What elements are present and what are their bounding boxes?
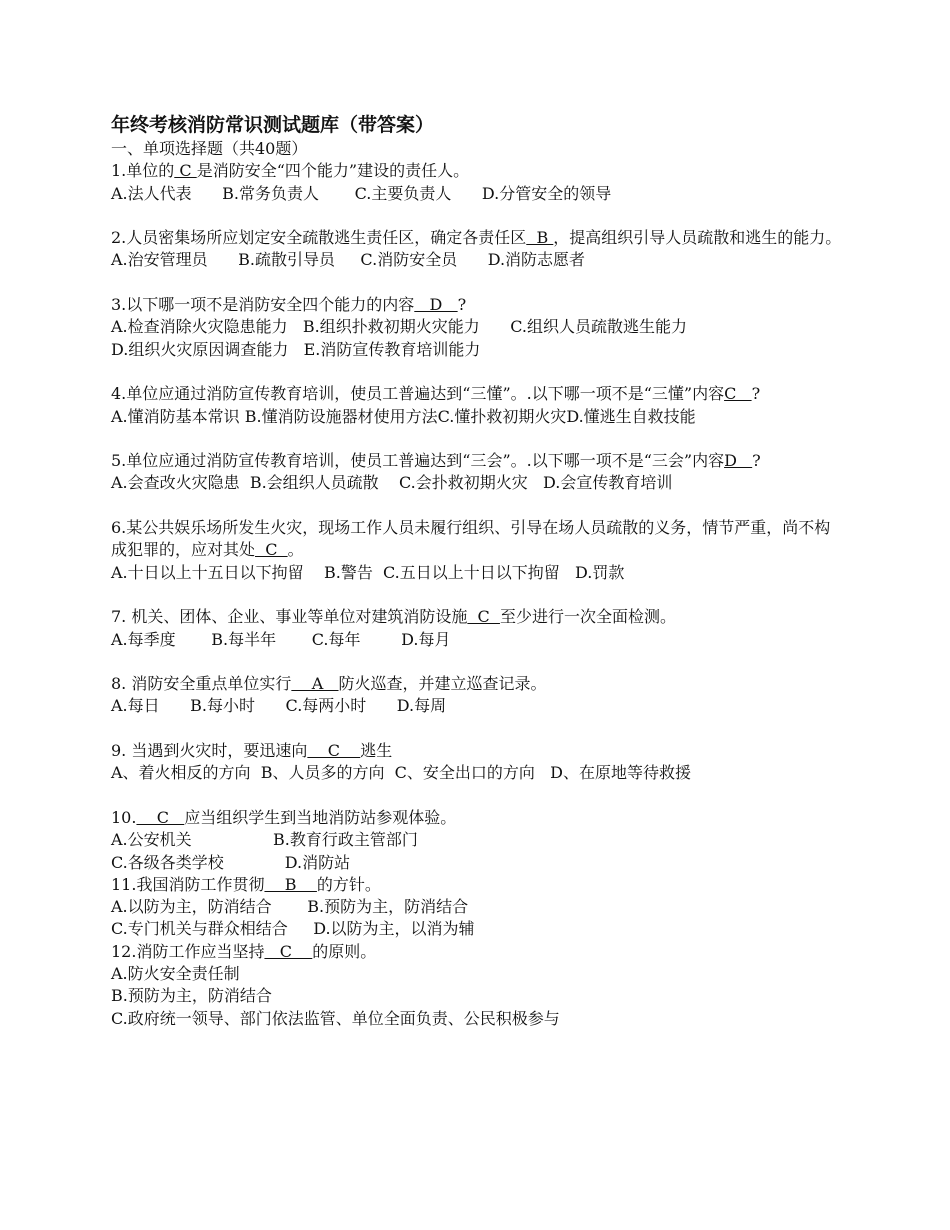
answer-blank: C [174,161,197,181]
question-stem [111,294,846,316]
answer-blank: C [307,741,361,761]
answer-blank: B [526,228,554,248]
answer-blank: D [724,451,753,471]
question-stem [111,227,846,249]
question-text-end: ? [752,451,761,471]
answer-options: B.预防为主，防消结合 [111,986,272,1006]
answer-options: A.防火安全责任制 [111,963,240,983]
question-text: 3.以下哪一项不是消防安全四个能力的内容 [111,295,415,315]
answer-options: C.政府统一领导、部门依法监管、单位全面负责、公民积极参与 [111,1008,560,1028]
question-text-end: 应当组织学生到当地消防站参观体验。 [184,807,457,827]
question-stem [111,941,846,963]
answer-blank: C [264,941,313,961]
answer-options: A.公安机关 B.教育行政主管部门 [111,830,418,850]
question-text-end: 逃生 [360,741,393,761]
answer-options: A.法人代表 B.常务负责人 C.主要负责人 D.分管安全的领导 [111,183,612,203]
answer-options: C.各级各类学校 D.消防站 [111,852,351,872]
answer-options: A、着火相反的方向 B、人员多的方向 C、安全出口的方向 D、在原地等待救援 [111,763,691,783]
answer-options: A.检查消除火灾隐患能力 B.组织扑救初期火灾能力 C.组织人员疏散逃生能力 [111,317,688,337]
question-stem [111,383,846,405]
question-text: 7. 机关、团体、企业、事业等单位对建筑消防设施 [111,607,468,627]
answer-options: A.每季度 B.每半年 C.每年 D.每月 [111,629,451,649]
question-text: 12.消防工作应当坚持 [111,941,265,961]
question-stem [111,517,846,562]
question-text: 9. 当遇到火灾时，要迅速向 [111,741,308,761]
question-text: 4.单位应通过消防宣传教育培训，使员工普遍达到“三懂”。.以下哪一项不是“三懂”内容 [111,384,725,404]
document-page [111,112,846,1030]
section-heading: 一、单项选择题（共40题） [111,139,308,158]
question-text-end: 是消防安全“四个能力”建设的责任人。 [196,161,470,181]
question-text-end: 。 [287,540,304,560]
question-stem [111,450,846,472]
question-text-end: ? [457,295,467,315]
answer-blank: D [414,295,458,315]
question-stem [111,807,846,829]
question-text: 10. [111,807,137,827]
question-stem [111,673,846,695]
answer-options: A.治安管理员 B.疏散引导员 C.消防安全员 D.消防志愿者 [111,250,586,270]
question-text-end: 防火巡查，并建立巡查记录。 [338,674,547,694]
question-text-end: 至少进行一次全面检测。 [499,607,676,627]
question-stem [111,740,846,762]
document-title: 年终考核消防常识测试题库（带答案） [111,114,435,136]
answer-options: A.懂消防基本常识 B.懂消防设施器材使用方法C.懂扑救初期火灾D.懂逃生自救技能 [111,406,696,426]
question-text: 8. 消防安全重点单位实行 [111,674,292,694]
answer-blank: C [136,807,185,827]
question-text-end: ，提高组织引导人员疏散和逃生的能力。 [553,228,842,248]
answer-options: A.以防为主，防消结合 B.预防为主，防消结合 [111,897,469,917]
question-text: 6.某公共娱乐场所发生火灾，现场工作人员未履行组织、引导在场人员疏散的义务，情节严重，尚不构成犯罪的，应对其处 [111,518,831,560]
question-stem [111,874,846,896]
question-text: 11.我国消防工作贯彻 [111,874,265,894]
question-text: 1.单位的 [111,161,175,181]
question-text: 5.单位应通过消防宣传教育培训，使员工普遍达到“三会”。.以下哪一项不是“三会”内容 [111,451,725,471]
answer-options: C.专门机关与群众相结合 D.以防为主，以消为辅 [111,919,475,939]
question-text-end: ? [751,384,761,404]
question-list [111,160,846,1030]
question-text: 2.人员密集场所应划定安全疏散逃生责任区，确定各责任区 [111,228,527,248]
question-text-end: 的方针。 [316,874,381,894]
answer-options: A.十日以上十五日以下拘留 B.警告 C.五日以上十日以下拘留 D.罚款 [111,562,625,582]
question-stem [111,160,846,182]
answer-blank: C [255,540,288,560]
question-stem [111,606,846,628]
answer-blank: C [724,384,752,404]
answer-blank: A [291,674,339,694]
answer-options: A.每日 B.每小时 C.每两小时 D.每周 [111,696,447,716]
answer-blank: C [467,607,500,627]
answer-blank: B [264,874,317,894]
answer-options: D.组织火灾原因调查能力 E.消防宣传教育培训能力 [111,339,481,359]
answer-options: A.会查改火灾隐患 B.会组织人员疏散 C.会扑救初期火灾 D.会宣传教育培训 [111,473,673,493]
question-text-end: 的原则。 [312,941,377,961]
